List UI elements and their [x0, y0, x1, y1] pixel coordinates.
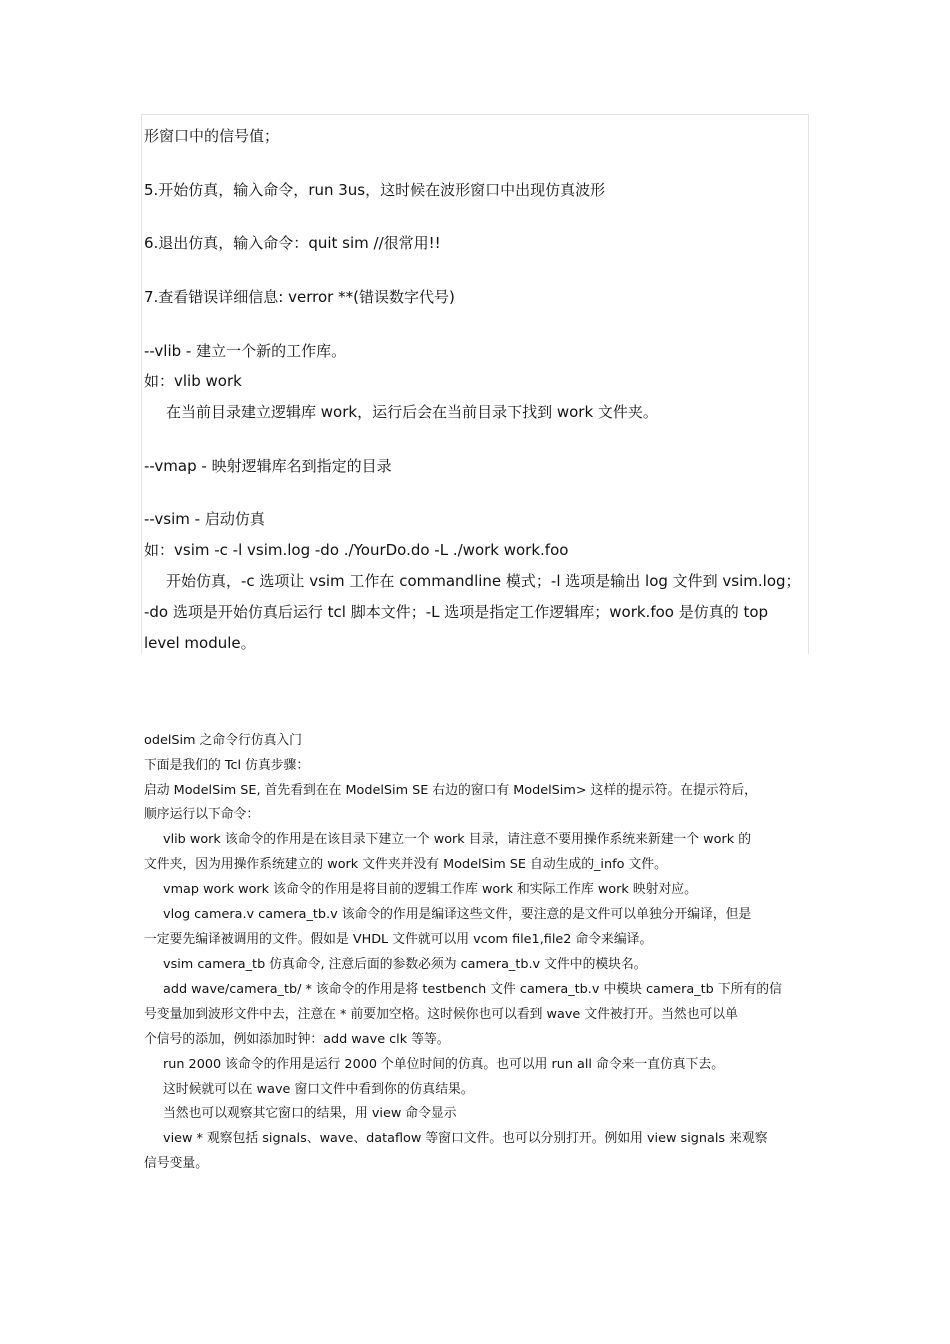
text-line: 形窗口中的信号值； — [144, 127, 280, 145]
text-line: 顺序运行以下命令： — [144, 807, 260, 822]
text-line: 一定要先编译被调用的文件。假如是 VHDL 文件就可以用 vcom file1,file2 命令来编译。 — [144, 932, 653, 947]
text-line: 这时候就可以在 wave 窗口文件中看到你的仿真结果。 — [163, 1082, 474, 1097]
text-line: add wave/camera_tb/ * 该命令的作用是将 testbench 文件 camera_tb.v 中模块 camera_tb 下所有的信 — [163, 982, 782, 997]
text-line: 如：vsim -c -l vsim.log -do ./YourDo.do -L ./work work.foo — [144, 541, 569, 559]
text-line: vlib work 该命令的作用是在该目录下建立一个 work 目录，请注意不要用操作系统来新建一个 work 的 — [163, 832, 752, 847]
text-line: 开始仿真，-c 选项让 vsim 工作在 commandline 模式；-l 选项是输出 log 文件到 vsim.log； — [166, 572, 801, 590]
text-line: 5.开始仿真，输入命令，run 3us，这时候在波形窗口中出现仿真波形 — [144, 181, 606, 199]
text-line: run 2000 该命令的作用是运行 2000 个单位时间的仿真。也可以用 run all 命令来一直仿真下去。 — [163, 1057, 725, 1072]
text-line: 下面是我们的 Tcl 仿真步骤： — [144, 758, 310, 773]
text-line: --vsim - 启动仿真 — [144, 510, 265, 528]
text-line: 当然也可以观察其它窗口的结果，用 view 命令显示 — [163, 1106, 457, 1121]
text-line: vlog camera.v camera_tb.v 该命令的作用是编译这些文件，要注意的是文件可以单独分开编译，但是 — [163, 907, 752, 922]
text-line: level module。 — [144, 634, 256, 652]
text-line: 号变量加到波形文件中去，注意在 * 前要加空格。这时候你也可以看到 wave 文件被打开。当然也可以单 — [144, 1007, 738, 1022]
text-line: 启动 ModelSim SE, 首先看到在在 ModelSim SE 右边的窗口有 ModelSim> 这样的提示符。在提示符后， — [144, 783, 757, 798]
text-line: 如：vlib work — [144, 372, 242, 390]
text-line: vsim camera_tb 仿真命令, 注意后面的参数必须为 camera_tb.v 文件中的模块名。 — [163, 957, 647, 972]
text-line: vmap work work 该命令的作用是将目前的逻辑工作库 work 和实际工作库 work 映射对应。 — [163, 882, 697, 897]
text-line: 在当前目录建立逻辑库 work，运行后会在当前目录下找到 work 文件夹。 — [166, 403, 658, 421]
text-line: 个信号的添加，例如添加时钟：add wave clk 等等。 — [144, 1032, 450, 1047]
text-line: view * 观察包括 signals、wave、dataflow 等窗口文件。也可以分别打开。例如用 view signals 来观察 — [163, 1131, 768, 1146]
text-line: 7.查看错误详细信息: verror **(错误数字代号) — [144, 288, 455, 306]
text-line: 6.退出仿真，输入命令：quit sim //很常用!! — [144, 234, 441, 252]
text-line: --vmap - 映射逻辑库名到指定的目录 — [144, 457, 392, 475]
text-line: --vlib - 建立一个新的工作库。 — [144, 342, 347, 360]
text-line: 文件夹，因为用操作系统建立的 work 文件夹并没有 ModelSim SE 自动生成的_info 文件。 — [144, 857, 667, 872]
text-line: -do 选项是开始仿真后运行 tcl 脚本文件；-L 选项是指定工作逻辑库；work.foo 是仿真的 top — [144, 603, 769, 621]
section-title: odelSim 之命令行仿真入门 — [144, 733, 302, 748]
text-line: 信号变量。 — [144, 1156, 208, 1171]
